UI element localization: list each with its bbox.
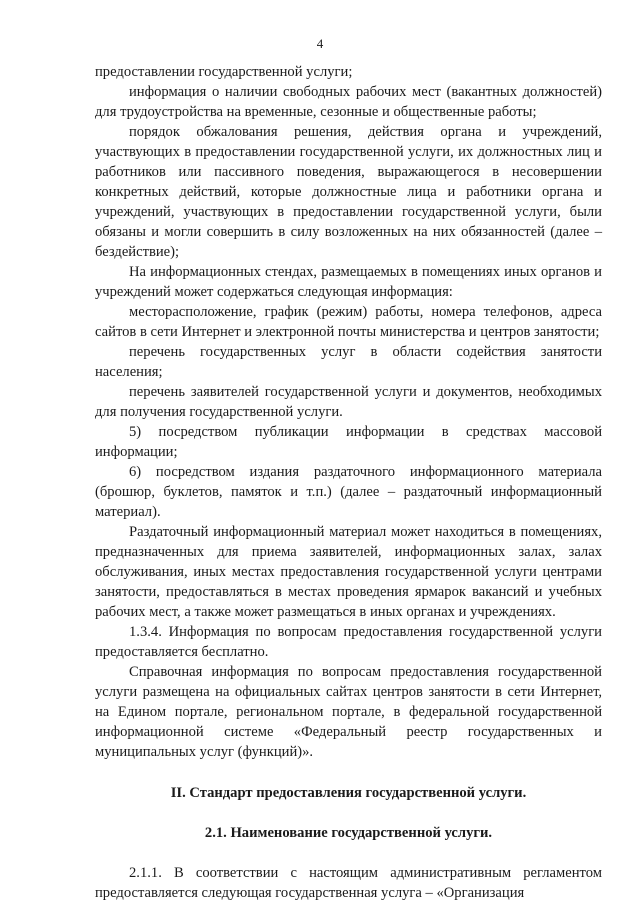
section-heading: II. Стандарт предоставления государственной услуги. — [170, 785, 527, 801]
page-number: 4 — [316, 36, 324, 51]
subsection-heading: 2.1. Наименование государственной услуги. — [204, 825, 493, 841]
paragraph: порядок обжалования решения, действия органа и учреждений, участвующих в предоставлении государственной услуги, их должностных лиц и работников или пассивного поведения, выражающегося в несовершении конкретных действий, которые должностные лица и работники органа и учреждений, участвующих в предоставлении государственной услуги, были обязаны и могли совершить в силу возложенных на них обязанностей (далее – бездействие); — [95, 124, 602, 260]
paragraph: 5) посредством публикации информации в средствах массовой информации; — [95, 424, 602, 460]
paragraph: 2.1.1. В соответствии с настоящим административным регламентом предоставляется следующая государственная услуга – «Организация — [95, 865, 602, 901]
paragraph: 6) посредством издания раздаточного информационного материала (брошюр, буклетов, памяток и т.п.) (далее – раздаточный информационный материал). — [95, 464, 602, 520]
paragraph: месторасположение, график (режим) работы, номера телефонов, адреса сайтов в сети Интернет и электронной почты министерства и центров занятости; — [95, 304, 602, 340]
paragraph: информация о наличии свободных рабочих мест (вакантных должностей) для трудоустройства на временные, сезонные и общественные работы; — [95, 84, 602, 120]
paragraph: 1.3.4. Информация по вопросам предоставления государственной услуги предоставляется бесплатно. — [95, 624, 602, 660]
paragraph: перечень заявителей государственной услуги и документов, необходимых для получения государственной услуги. — [95, 384, 602, 420]
paragraph: Справочная информация по вопросам предоставления государственной услуги размещена на официальных сайтах центров занятости в сети Интернет, на Едином портале, региональном портале, в федеральной государственной информационной системе «Федеральный реестр государственных и муниципальных услуг (функций)». — [95, 664, 602, 760]
paragraph: перечень государственных услуг в области содействия занятости населения; — [95, 344, 602, 380]
paragraph: предоставлении государственной услуги; — [95, 64, 353, 80]
document-body — [95, 62, 602, 903]
paragraph: Раздаточный информационный материал может находиться в помещениях, предназначенных для приема заявителей, информационных залах, залах обслуживания, иных местах предоставления государственной услуги центрами занятости, предоставляться в местах проведения ярмарок вакансий и учебных рабочих мест, а также может размещаться в иных органах и учреждениях. — [95, 524, 602, 620]
paragraph: На информационных стендах, размещаемых в помещениях иных органов и учреждений может содержаться следующая информация: — [95, 264, 602, 300]
